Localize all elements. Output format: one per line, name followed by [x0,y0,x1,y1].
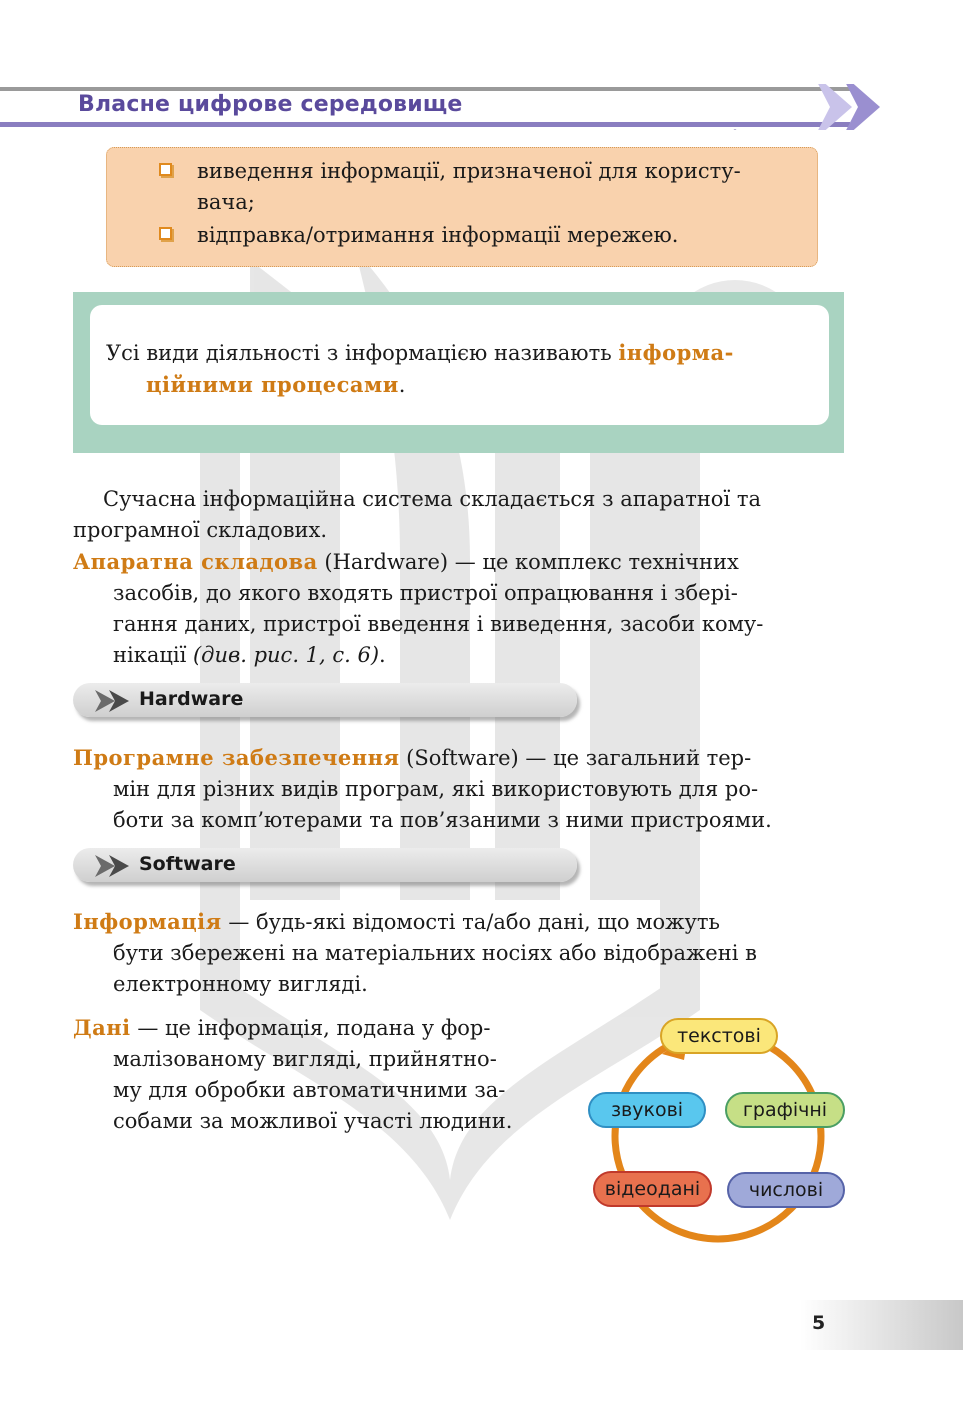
software-label: Software [139,853,236,875]
paragraph-hardware: Апаратна складова (Hardware) — це комплекс технічних засобів, до якого входять пристрої опрацювання і збері- гання даних, пристрої введення і виведення, засоби кому- нікації (див. рис. 1, с. 6). [73,549,764,667]
node-text: текстові [660,1018,778,1054]
paragraph-system: Сучасна інформаційна система складається з апаратної та програмної складових. [73,487,761,542]
checkbox-icon [159,163,172,176]
hardware-label-bar [73,683,577,717]
figure-reference: (див. рис. 1, с. 6) [192,643,380,667]
hardware-label: Hardware [139,688,244,710]
checkbox-icon [159,227,172,240]
software-label-bar [73,848,577,882]
double-chevron-icon [95,855,135,877]
paragraph-information: Інформація — будь-які відомості та/або дані, що можуть бути збережені на матеріальних носіях або відображені в електронному вигляді. [73,909,757,996]
double-chevron-icon [95,690,135,712]
bullet-item: відправка/отримання інформації мережею. [197,220,797,251]
node-audio: звукові [588,1092,706,1128]
term-highlight: Інформація [73,909,222,934]
section-title: Власне цифрове середовище [78,92,463,117]
node-graphic: графічні [725,1092,845,1128]
bullet-item: виведення інформації, призначеної для користу- вача; [197,156,797,218]
paragraph-software: Програмне забезпечення (Software) — це загальний тер- мін для різних видів програм, які використовують для ро- боти за комп’ютерами та пов’язаними з ними пристроями. [73,745,772,832]
node-video: відеодані [593,1171,712,1207]
data-types-cycle-diagram [580,1010,850,1250]
term-highlight: Дані [73,1015,131,1040]
term-highlight: Апаратна складова [73,549,318,574]
page-number: 5 [812,1312,826,1334]
term-highlight: інформа- [618,340,734,365]
definition-text: Усі види діяльності з інформацією називають інформа- ційними процесами. [106,340,734,397]
term-highlight: Програмне забезпечення [73,745,400,770]
term-highlight: ційними процесами [146,372,399,397]
node-numeric: числові [727,1172,845,1208]
paragraph-data: Дані — це інформація, подана у фор- малізованому вигляді, прийнятно- му для обробки автоматичними за- собами за можливої участі людини. [73,1015,513,1133]
bullet-list-box [106,147,818,267]
